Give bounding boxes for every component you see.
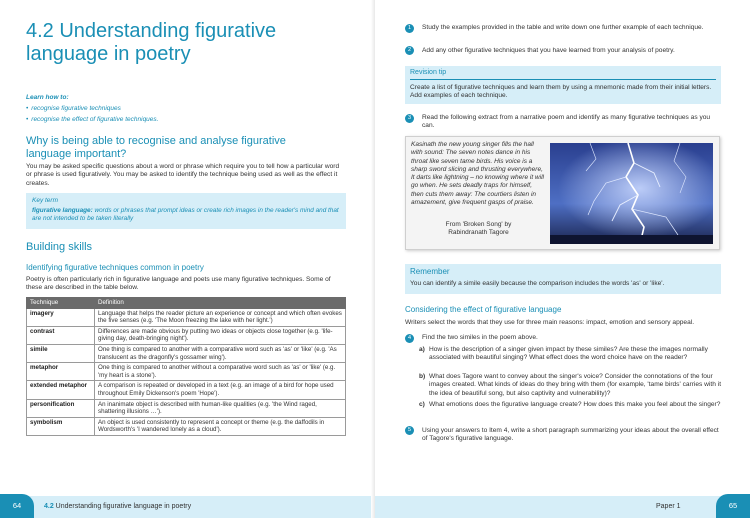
- key-term-word: figurative language:: [32, 207, 93, 214]
- poem-source-line: From 'Broken Song' by: [445, 221, 512, 228]
- poem-source: [411, 221, 546, 238]
- revision-tip-label: Revision tip: [410, 69, 447, 76]
- question-text: Add any other figurative techniques that you have learned from your analysis of poetry.: [422, 47, 675, 54]
- table-row: [27, 344, 346, 362]
- key-term-definition: words or phrases that prompt ideas or create rich images in the reader's mind and that are not intended to be taken literally: [32, 207, 339, 223]
- page-title: 4.2 Understanding figurative language in poetry: [26, 20, 277, 65]
- footer-section-title: Understanding figurative language in poetry: [53, 503, 192, 510]
- lightning-photo: [550, 143, 713, 244]
- footer-bar: [375, 496, 750, 518]
- question-number: 4: [405, 334, 414, 343]
- technique-cell: simile: [27, 344, 95, 362]
- building-skills-heading: Building skills: [26, 241, 93, 253]
- sub-question-text: What emotions does the figurative language create? How does this make you feel about the singer?: [429, 401, 721, 408]
- why-heading: Why is being able to recognise and analyse figurative language important?: [26, 135, 286, 160]
- question-text: Using your answers to Item 4, write a short paragraph summarizing your ideas about the overall effect of Tagore's figurative language.: [422, 427, 719, 443]
- divider: [410, 79, 716, 80]
- technique-cell: symbolism: [27, 417, 95, 435]
- question-number: 3: [405, 114, 414, 123]
- question-number: 1: [405, 24, 414, 33]
- sub-question: [419, 373, 724, 399]
- poem-extract-box: [405, 136, 720, 250]
- learn-item: • recognise figurative techniques: [26, 103, 158, 114]
- column-header: Technique: [27, 298, 95, 309]
- definition-cell: A comparison is repeated or developed in a text (e.g. an image of a bird for hope used throughout Emily Dickenson's poem 'Hope').: [95, 381, 346, 399]
- learn-heading: Learn how to:: [26, 94, 69, 101]
- right-page: [375, 0, 750, 518]
- technique-cell: extended metaphor: [27, 381, 95, 399]
- technique-cell: personification: [27, 399, 95, 417]
- table-row: [27, 363, 346, 381]
- technique-cell: contrast: [27, 326, 95, 344]
- poem-source-line: Rabindranath Tagore: [448, 229, 509, 237]
- table-row: [27, 399, 346, 417]
- learn-item: • recognise the effect of figurative techniques.: [26, 114, 158, 125]
- question-text: Study the examples provided in the table and write down one further example of each technique.: [422, 24, 704, 31]
- poem-text: Kasinath the new young singer fills the hall with sound: The seven notes dance in his throat like seven tame birds. His voice is a sharp sword slicing and thrusting everywhere, It darts like lightning – no knowing where it will go when. He sets deadly traps for himself, then cuts them away: The courtiers listen in amazement, give frequent gasps of praise.: [411, 141, 544, 207]
- lightning-icon: [550, 143, 713, 244]
- question-text: Find the two similes in the poem above.: [422, 334, 538, 341]
- technique-cell: imagery: [27, 308, 95, 326]
- table-row: [27, 417, 346, 435]
- table-header-row: [27, 298, 346, 309]
- key-term-text: [32, 207, 340, 224]
- key-term-box: [26, 193, 346, 229]
- question-text: Read the following extract from a narrative poem and identify as many figurative techniques as you can.: [422, 114, 711, 130]
- revision-tip-box: [405, 66, 721, 104]
- identifying-heading: Identifying figurative techniques common in poetry: [26, 263, 204, 272]
- revision-tip-text: Create a list of figurative techniques and learn them by using a mnemonic made from their initial letters. Add examples of each technique.: [410, 84, 712, 100]
- table-row: [27, 308, 346, 326]
- sub-question: [419, 401, 724, 419]
- column-header: Definition: [95, 298, 346, 309]
- sub-question: [419, 346, 724, 372]
- techniques-table: [26, 297, 346, 436]
- why-body: You may be asked specific questions about a word or phrase which require you to tell how a particular word or phrase is used figuratively. You may be asked to identify the technique being used as well as the effect it creates.: [26, 163, 340, 187]
- footer-paper: Paper 1: [656, 503, 681, 510]
- sub-question-text: How is the description of a singer given impact by these similes? Are these the images normally associated with beautiful singing? What effect does the word choice have on the reader?: [429, 346, 708, 362]
- sub-question-letter: b): [419, 373, 426, 380]
- remember-box: [405, 264, 721, 294]
- footer-section-number: 4.2: [44, 503, 54, 510]
- sub-question-text: What does Tagore want to convey about the singer's voice? Consider the connotations of the four images created. What kinds of ideas do they bring with them (for example, 'tame birds' carries with it the idea of beautiful song, but also captivity and vulnerability)?: [429, 373, 722, 397]
- sub-question-letter: a): [419, 346, 425, 353]
- table-row: [27, 381, 346, 399]
- definition-cell: An object is used consistently to represent a concept or theme (e.g. the daffodils in Wordsworth's 'I wandered lonely as a cloud').: [95, 417, 346, 435]
- definition-cell: Language that helps the reader picture an experience or concept and which often evokes the five senses (e.g. 'The Moon freezing the lake with her light.'): [95, 308, 346, 326]
- remember-label: Remember: [410, 267, 450, 276]
- considering-body: Writers select the words that they use for three main reasons: impact, emotion and sensory appeal.: [405, 319, 695, 326]
- question-number: 5: [405, 426, 414, 435]
- remember-text: You can identify a simile easily because the comparison includes the words 'as' or 'like'.: [410, 280, 665, 287]
- sub-question-letter: c): [419, 401, 425, 408]
- page-number: 65: [716, 494, 750, 518]
- technique-cell: metaphor: [27, 363, 95, 381]
- identifying-body: Poetry is often particularly rich in figurative language and poets use many figurative techniques. Some of these are described in the table below.: [26, 276, 331, 292]
- learn-how-to: [26, 92, 158, 125]
- definition-cell: One thing is compared to another with a comparative word such as 'as' or 'like' (e.g. 'As translucent as the dragonfly's gossamer wing').: [95, 344, 346, 362]
- definition-cell: One thing is compared to another without a comparative word such as 'as' or 'like' (e.g. 'my heart is a stone').: [95, 363, 346, 381]
- considering-heading: Considering the effect of figurative language: [405, 305, 562, 314]
- table-row: [27, 326, 346, 344]
- learn-list: [26, 103, 158, 125]
- question-number: 2: [405, 46, 414, 55]
- page-number: 64: [0, 494, 34, 518]
- definition-cell: An inanimate object is described with human-like qualities (e.g. 'the Wind raged, shattering illusions …').: [95, 399, 346, 417]
- footer-section: [44, 502, 191, 511]
- key-term-label: Key term: [32, 197, 59, 204]
- definition-cell: Differences are made obvious by putting two ideas or objects close together (e.g. 'life-giving day, death-bringing night').: [95, 326, 346, 344]
